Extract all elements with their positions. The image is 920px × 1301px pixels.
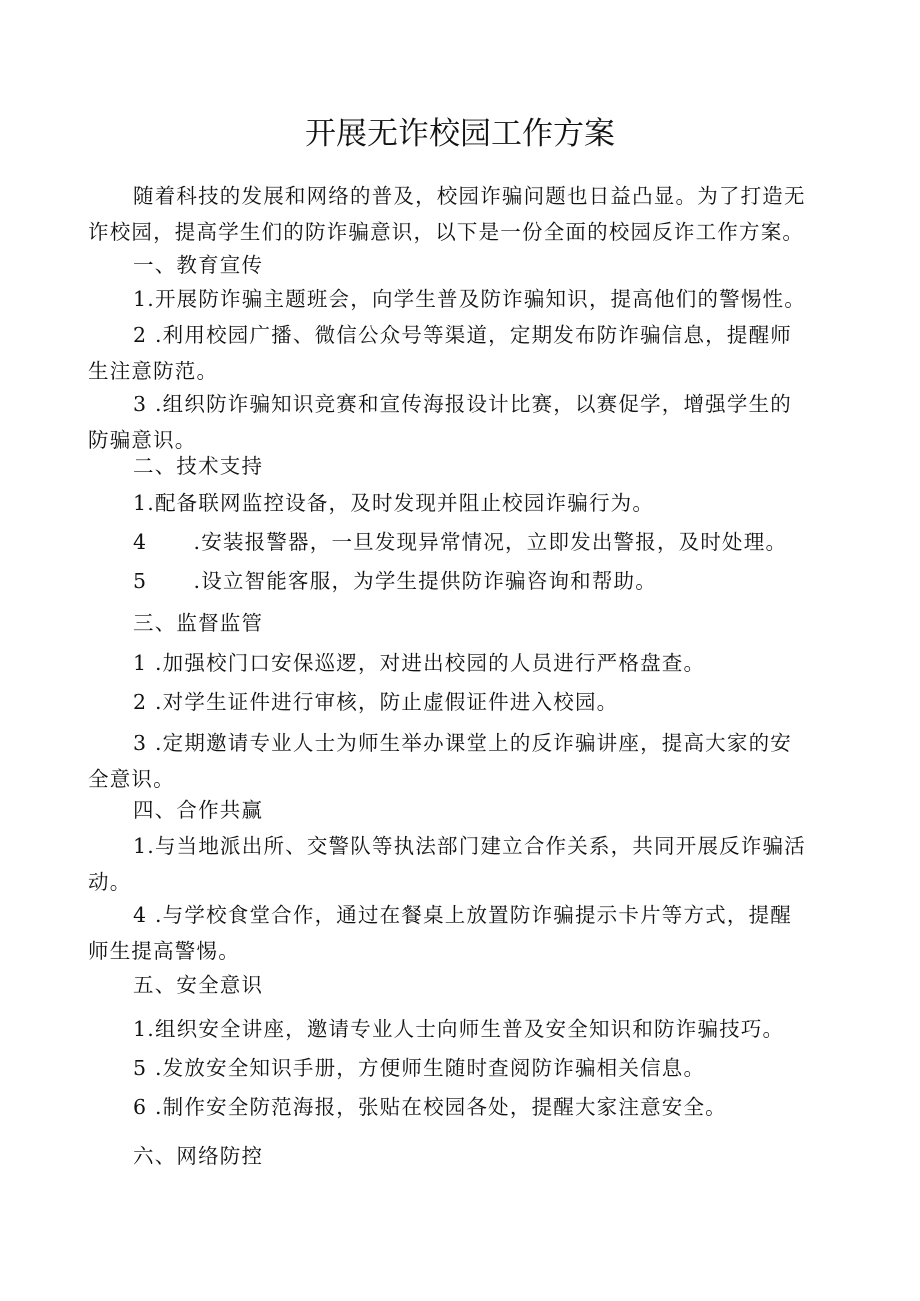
list-item [88, 725, 848, 797]
heading-text: 一、教育宣传 [133, 253, 264, 277]
heading-text: 四、合作共赢 [133, 798, 264, 822]
section-heading [88, 247, 848, 283]
text-line: 1.配备联网监控设备，及时发现并阻止校园诈骗行为。 [133, 491, 655, 515]
text-line: 全意识。 [88, 767, 175, 791]
text-line: 4 .与学校食堂合作，通过在餐桌上放置防诈骗提示卡片等方式，提醒 [133, 903, 792, 927]
document-title: 开展无诈校园工作方案 [305, 116, 615, 152]
heading-text: 六、网络防控 [133, 1144, 264, 1168]
text-line: 动。 [88, 870, 132, 894]
section-heading [88, 605, 848, 641]
text-line: 生注意防范。 [88, 359, 219, 383]
text-line: 3 .定期邀请专业人士为师生举办课堂上的反诈骗讲座，提高大家的安 [133, 731, 792, 755]
text-line: 2 .利用校园广播、微信公众号等渠道，定期发布防诈骗信息，提醒师 [133, 323, 792, 347]
intro-paragraph [88, 178, 848, 250]
list-item [88, 485, 848, 521]
text-line: 4 .安装报警器，一旦发现异常情况，立即发出警报，及时处理。 [133, 530, 788, 554]
text-line: 防骗意识。 [88, 428, 197, 452]
text-line: 6 .制作安全防范海报，张贴在校园各处，提醒大家注意安全。 [133, 1095, 727, 1119]
list-item [88, 563, 848, 599]
text-line: 随着科技的发展和网络的普及，校园诈骗问题也日益凸显。为了打造无 [133, 184, 806, 208]
heading-text: 五、安全意识 [133, 973, 264, 997]
section-heading [88, 448, 848, 484]
text-line: 3 .组织防诈骗知识竞赛和宣传海报设计比赛，以赛促学，增强学生的 [133, 392, 792, 416]
text-line: 1.组织安全讲座，邀请专业人士向师生普及安全知识和防诈骗技巧。 [133, 1017, 785, 1041]
text-line: 1 .加强校门口安保巡逻，对进出校园的人员进行严格盘查。 [133, 651, 706, 675]
list-item [88, 828, 848, 900]
list-item [88, 645, 848, 681]
list-item [88, 281, 848, 317]
text-line: 2 .对学生证件进行审核，防止虚假证件进入校园。 [133, 690, 619, 714]
text-line: 1.与当地派出所、交警队等执法部门建立合作关系，共同开展反诈骗活 [133, 834, 806, 858]
section-heading [88, 967, 848, 1003]
list-item [88, 1050, 848, 1086]
text-line: 5 .设立智能客服，为学生提供防诈骗咨询和帮助。 [133, 569, 657, 593]
list-item [88, 1089, 848, 1125]
section-heading [88, 1138, 848, 1174]
text-line: 诈校园，提高学生们的防诈骗意识，以下是一份全面的校园反诈工作方案。 [88, 220, 805, 244]
list-item [88, 897, 848, 969]
list-item [88, 1011, 848, 1047]
list-item [88, 524, 848, 560]
text-line: 5 .发放安全知识手册，方便师生随时查阅防诈骗相关信息。 [133, 1056, 706, 1080]
text-line: 1.开展防诈骗主题班会，向学生普及防诈骗知识，提高他们的警惕性。 [133, 287, 806, 311]
list-item [88, 317, 848, 389]
text-line: 师生提高警惕。 [88, 939, 240, 963]
list-item [88, 684, 848, 720]
section-heading [88, 792, 848, 828]
heading-text: 二、技术支持 [133, 454, 264, 478]
heading-text: 三、监督监管 [133, 611, 264, 635]
